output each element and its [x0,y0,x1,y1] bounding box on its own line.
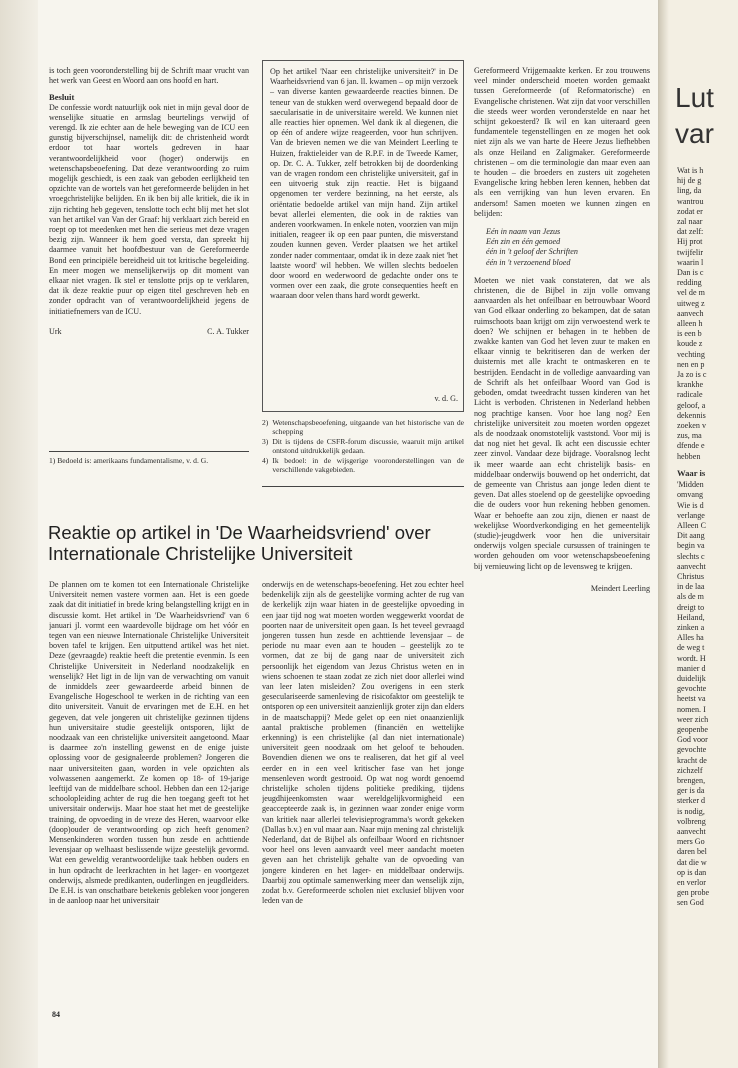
facing-page-line: mers Go [677,837,705,847]
hymn-quote: Eén in naam van Jezus Eén zin en één gemoed één in 't geloof der Schriften één in 't verzoenend bloed [486,227,578,267]
facing-page-line: God voor [677,735,708,745]
facing-page-edge [658,0,738,1068]
facing-page-line: zal naar [677,217,703,227]
editor-note-text: Op het artikel 'Naar een christelijke universiteit?' in De Waarheidsvriend van 6 jan. ll. kwamen – op mijn verzoek – van diverse kanten gewaardeerde reacties binnen. De teneur van de stukken werd overwegend bepaald door de saecularisatie in de universitaire wereld. We kunnen niet alle reacties hier opnemen. Wel dank ik al diegenen, die op één of andere wijze reageerden, voor hun schrijven. Van de brieven nemen we die van Meindert Leerling te Huizen, fraktieleider van de R.P.F. in de Tweede Kamer, op. Dr. C. A. Tukker, zelf betrokken bij de doordenking van de vragen rondom een christelijke universiteit, gaf in een uitvoerig stuk zijn reactie. Het is bijgaand opgenomen ter verdere bezinning, na het eerste, als oriëntatie bedoelde artikel van mijn hand. Zijn artikel bevat allerlei elementen, die ook in de rakties van anderen voorkwamen. In enkele noten, voorzien van mijn initialen, reageer ik op een paar punten, die misverstand zouden kunnen geven. Verder plaatsen we het artikel zonder nader commentaar, omdat ik in deze zaak niet 'het laatste woord' wil hebben. We willen slechts bedoelen door woord en wederwoord de gedachte onder ons te vormen over een zaak, die grote consequenties heeft en waaraan door velen thans hard wordt gewerkt. [270,67,458,301]
facing-page-line: zinken a [677,622,705,632]
facing-page-line: redding [677,278,702,288]
facing-page-line: alleen h [677,319,703,329]
facing-page-line: hij de g [677,176,702,186]
facing-page-line: geopenbe [677,724,709,734]
facing-page-line: weer zich [677,714,709,724]
article-column-right: onderwijs en de wetenschaps-beoefening. Het zou echter heel bedenkelijk zijn als de geestelijke vorming achter de rug van de kerkelijk zijn waar hiaten in de geestelijke opvoeding in een jaar tijd nog wat moeten worden weggewerkt voordat de poorten naar de universiteit open gaan. Is het teveel gevraagd jongeren tussen hun zesde en achttiende levensjaar – de periode nu maar even aan te houden – geestelijk zo te vormen, dat ze bij de gang naar de universiteit zich persoonlijk het eigendom van Jezus Christus weten en in wiens schoenen te staan zodat ze zich niet door allerlei wind van leer laten misleiden? Zou overigens in een sterk geseculariseerde samenleving de risicofaktor om geestelijk te ontsporen op een universiteit aanzienlijk groter zijn dan elders in de maatschappij? Mede gelet op een niet onaanzienlijk aantal praktische problemen (financiën en wettelijke erkenning) is een christelijke (al dan niet internationale) universiteit geen noodzaak om het geloof te behouden. Bovendien dienen we ons te realiseren, dat het gif al veel eerder en in een veel kritischer fase van het jonge mensenleven wordt gestrooid. Op wat nog wordt genoemd christelijke scholen tijdens politieke prediking, tijdens jeugdhijeenkomsten waar wereldgelijkvormigheid een geaccepteerde zaak is, in gezinnen waar zonder enige vorm van kritiek naar allerlei televisieprogramma's wordt gekeken (Dallas b.v.) en vul maar aan. Naar mijn mening zal christelijk Nederland, dat de Bijbel als onfeilbaar Woord en richtsnoer voor heel ons leven aanvaardt veel meer aandacht moeten geven aan het christelijk gehalte van de opvoeding van jongere kinderen en het lager- en middelbaar onderwijs. Daarbij zou optimale samenwerking meer dan wenselijk zijn, zodat b.v. Gereformeerde scholen niet exclusief blijven voor leden van de [262,580,464,906]
facing-page-line: kracht de [677,755,707,765]
facing-page-heading: Waar is [677,467,706,478]
facing-page-line: de weg t [677,643,705,653]
author-name: C. A. Tukker [207,326,249,336]
facing-page-line: volbreng [677,816,706,826]
facing-page-line: zus, ma [677,431,702,441]
facing-page-line: Dit aang [677,531,705,541]
footnote-rule [49,451,249,452]
facing-page-line: is een b [677,329,702,339]
facing-page-line: Alles ha [677,633,704,643]
column-body: De confessie wordt natuurlijk ook niet in mijn geval door de wenselijke situatie en armslag beurtelings verwijd of verengd. Ik zie echter aan de hele beweging van de ICU een gunstig bijverschijnsel, namelijk dit: de christenheid wordt erdoor tot haar wortels gedreven in haar verantwoordelijkheid voor (hoger) onderwijs en wetenschapsbeoefening. Dat deze verantwoording zo ruim mogelijk geschiedt, is een zaak van geboden eerlijkheid ten opzichte van de wortels van het gereformeerde belijden in het vroegchristelijke belijden. En ik ben bij alle kritiek, die ik in zijn richting heb gegeven, tenslotte toch echt blij met het slot van het artikel van Van der Graaf: hij verklaart zich bereid en roept op tot meedenken met hen die serieus met deze vragen bezig zijn. Wanneer ik hem goed versta, dan spreekt hij daarmee vanuit het hoofdbestuur van de Gereformeerde Bond een principiële bereidheid uit tot kritische begeleiding. En meer mogen we menselijkerwijs op dit moment van elkaar niet vragen. Ik stel er tenslotte prijs op te verklaren, dat ik deze reaktie puur op eigen titel geschreven heb en zonder opdracht van of verantwoordelijkheid jegens de initiatiefnemers van de ICU. [49,102,249,316]
facing-page-line: sterker d [677,796,706,806]
facing-page-line: Wie is d [677,500,704,510]
leerling-paragraph-1: Gereformeerd Vrijgemaakte kerken. Er zou trouwens veel minder onderscheid moeten worden gemaakt tussen Gereformeerde (of Reformatorische) en Evangelische christenen. Wat zijn dat voor verschillen die steeds weer worden veronderstelde en naar het schijnt gekoesterd? Ik wil en kan uiteraard geen fundamentele tegenstellingen en ze mogen het ook niet zijn als we van harte de Heere Jezus liefhebben als onze Heiland en Zaligmaker. Gereformeerde christenen – om die terminologie dan maar even aan te houden – die broeders en zusters uit zogeheten Evangelische kring hebben leren kennen, hebben dat als een verrijking van hun leven ervaren. En andersom! Samen moeten we kunnen zingen en belijden: [474,66,650,218]
facing-page-line: ling, da [677,186,702,196]
facing-page-line: Ja zo is c [677,370,707,380]
facing-page-line: zodat er [677,206,703,216]
facing-page-line: Christus [677,571,704,581]
facing-page-line: waarin l [677,257,704,267]
leerling-signature: Meindert Leerling [590,583,650,593]
section-heading-besluit: Besluit [49,92,75,103]
facing-page-line: is nodig, [677,806,705,816]
footnotes-list [262,418,464,480]
page-number: 84 [52,1010,60,1019]
facing-page-line: daren bel [677,847,707,857]
footnote-item: 3) Dit is tijdens de CSFR-forum discussie, waaruit mijn artikel ontstond uitdrukkelijk gedaan. [262,436,464,456]
facing-page-line: sen God [677,898,704,908]
facing-page-line: begin va [677,541,705,551]
facing-page-line: wantrou [677,196,704,206]
facing-page-line: dekennis [677,410,706,420]
facing-page-line: omvang [677,490,704,500]
facing-page-line: Wat is h [677,166,704,175]
facing-page-line: verlange [677,510,705,520]
column-tukker [49,66,249,481]
facing-page-line: geloof, a [677,400,706,410]
facing-page-line: ger is da [677,786,705,796]
facing-page-text [677,166,737,909]
facing-page-line: Heiland, [677,612,705,622]
page-fold-shadow [659,0,669,1068]
column-bottom-rule [262,486,464,487]
facing-page-line: dat zelf: [677,227,704,237]
facing-page-line: dat die w [677,857,707,867]
page-gutter [0,0,38,1068]
facing-page-line: gen probe [677,888,710,898]
footnote-item: 4) Ik bedoel: in de wijsgerige vooronderstellingen van de verschillende vakgebieden. [262,455,464,475]
facing-page-title: Lut var [675,82,714,149]
facing-page-line: nomen. I [677,704,706,714]
facing-page-line: gevochte [677,684,707,694]
facing-page-line: gevochte [677,745,707,755]
facing-page-line: uitweg z [677,298,705,308]
facing-page-line: dfende e [677,441,705,451]
facing-page-line: en verlor [677,878,706,888]
facing-page-line: twijfelir [677,247,704,257]
facing-page-line: vel de m [677,288,705,298]
facing-page-line: nen en p [677,359,705,369]
footnote-1: 1) Bedoeld is: amerikaans fundamentalisme, v. d. G. [49,456,209,465]
facing-page-line: vechting [677,349,705,359]
column-leerling [474,66,650,694]
facing-page-line: Alleen C [677,520,706,530]
facing-page-line: dreigt to [677,602,705,612]
facing-page-line: hebben [677,451,701,461]
facing-page-line: heetst va [677,694,706,704]
facing-page-line: in de laa [677,582,705,592]
editor-initials: v. d. G. [434,394,458,403]
facing-page-line: wordt. H [677,653,706,663]
facing-page-line: zichzelf [677,765,703,775]
facing-page-line: Hij prot [677,237,703,247]
signature-line [49,327,249,337]
facing-page-line: duidelijk [677,673,706,683]
facing-page-line: brengen, [677,775,706,785]
facing-page-line: aanvecht [677,561,706,571]
facing-page-line: zoeken v [677,421,706,431]
facing-page-line: manier d [677,663,706,673]
facing-page-line: aanvecht [677,827,706,836]
article-column-left: De plannen om te komen tot een Internationale Christelijke Universiteit nemen vastere vormen aan. Het is een goede zaak dat dit initiatief in brede kring belangstelling krijgt en in discussie komt. Het artikel in 'De Waarheidsvriend' van 6 januari jl. vormt een waardevolle bijdrage om het vóór en tegen van een nieuwe Internationale Christelijke Universiteit boven tafel te krijgen. Een uitputtend artikel was het niet. Deze (gevraagde) reaktie heeft die pretentie evenmin. Is een Christelijke Universiteit in Nederland noodzakelijk en wenselijk? Het ligt in de lijn van de verwachting om vanuit de inmiddels zeer gewaardeerde arbeid binnen de Evangelische Hogeschool te werken in de richting van een dito universiteit. Vanuit de ervaringen met de E.H. en het gegeven, dat vele jongeren uit christelijke gezinnen tijdens hun universitaire studie geestelijk ontsporen, lijkt de noodzaak van een christelijke universiteit aangetoond. Maar is daarmee zo'n instelling gewenst en de enige juiste oplossing voor de gesignaleerde problemen? Jongeren die naar universiteiten gaan, worden in vele opzichten als volwassenen aangemerkt. Ze komen op 18- of 19-jarige leeftijd van de middelbare school. Hebben dan een 12-jarige schoolopleiding achter de rug die hen toegang geeft tot het universitair onderwijs. Maar hoe staat het met de geestelijke training, de opvoeding in de vreze des Heren, waarvoor elke (doop)ouder de verantwoording op zich heeft genomen? Mensenkinderen worden tussen hun zesde en achttiende levensjaar op welhaast beslissende wijze geestelijk gevormd. Wat een geweldig verantwoordelijke taak hebben ouders en in hun opdracht de leerkrachten in het lager- en voortgezet onderwijs, alsmede predikanten, ouderlingen en jeugdleiders. De E.H. is van onschatbare betekenis gebleken voor jongeren in de aanloop naar het universitair [49,580,249,906]
facing-page-line: als de m [677,592,704,602]
facing-page-line: 'Midden [677,480,704,490]
place-name: Urk [49,326,62,336]
leerling-paragraph-2: Moeten we niet vaak constateren, dat we als christenen, die de Bijbel in zijn volle omvang aanvaarden als het onfeilbaar en betrouwbaar Woord van God elkaar onderling zo bekampen, dat de satan ruimschoots baan krijgt om zijn verwoestend werk te doen? We schijnen er behagen in te hebben de zwakke kanten van God het leven zuur te maken en elkaar vinnig te bekritiseren dan de werken der duisternis met alle kracht te ontmaskeren en te bestrijden. Eendacht in de volledige aanvaarding van de Schrift als het onfeilbaar Woord van God is geboden, omdat tweedracht tussen kinderen van het Licht is verboden. Christenen in Nederland hebben nog prachtige kansen. Voor hoe lang nog? Een christelijke universiteit zou moeten worden opgezet als de noodzaak onomstotelijk vaststond. Voor mij is dat nog niet het geval. Ik acht een discussie echter zeer zinvol. Vandaar deze bijdrage. Vooralsnog lecht ik meer waarde aan echt christelijk basis- en middelbaar onderwijs bouwend op het onderricht, dat de gemeente van Christus aan jonge leden dient te geven. Dat alles stoelend op de geestelijke opvoeding die de ouders voor hun rekening hebben genomen. Waar er behoefte aan zou zijn, dienen er naast de wekelijkse Woordverkondiging en het gemeentelijk (studie)-jeugdwerk voor hen die universitair onderwijs volgen speciale cursussen of trainingen te worden gehouden om voor wetenschapsbeoefening bij vernieuwing licht op de levensweg te krijgen. [474,275,650,571]
facing-page-line: krankhe [677,380,704,390]
footnote-item: 2) Wetenschapsbeoefening, uitgaande van het historische van de schepping [262,418,464,437]
article-headline: Reaktie op artikel in 'De Waarheidsvriend' over Internationale Christelijke Universiteit [48,522,431,564]
facing-page-line: koude z [677,339,703,349]
facing-page-line: Dan is c [677,268,704,278]
facing-page-line: slechts c [677,551,705,561]
column-intro: is toch geen vooronderstelling bij de Schrift maar vrucht van het werk van Geest en Woord aan ons hoofd en hart. [49,66,249,86]
facing-page-line: op is dan [677,867,707,877]
facing-page-line: radicale [677,390,703,400]
facing-page-line: aanvech [677,308,704,318]
